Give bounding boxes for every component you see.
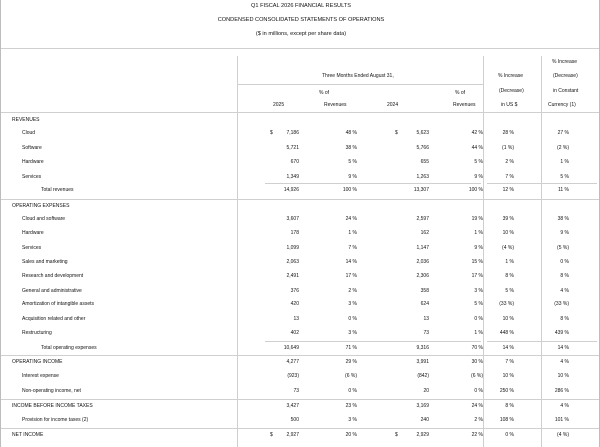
pct-revenues-2025: 38 % (345, 145, 357, 151)
table-row (1, 142, 599, 155)
change-constant-currency: 14 % (557, 345, 569, 351)
row-label: Hardware (22, 159, 44, 165)
value-2024: 162 (420, 230, 429, 236)
pct-revenues-2024: 9 % (474, 245, 483, 251)
value-2025: 500 (290, 417, 299, 423)
table-row (1, 298, 599, 311)
change-constant-currency: 11 % (557, 187, 569, 193)
pct-revenues-2025: 48 % (345, 130, 357, 136)
value-2024: 655 (420, 159, 429, 165)
value-2024: 5,766 (416, 145, 429, 151)
pct-revenues-2024: 19 % (471, 216, 483, 222)
table-row (1, 227, 599, 240)
statement-title: Q1 FISCAL 2026 FINANCIAL RESULTS (251, 3, 351, 9)
change-usd: 250 % (499, 388, 514, 394)
change-usd: 108 % (499, 417, 514, 423)
change-usd: 10 % (502, 373, 514, 379)
header-rule (238, 84, 483, 85)
row-label: Cloud and software (22, 216, 66, 222)
currency-symbol-2025: $ (270, 432, 273, 438)
value-2024: 2,597 (416, 216, 429, 222)
change-constant-currency: 9 % (560, 230, 569, 236)
pct-revenues-2025: 3 % (348, 330, 357, 336)
value-2024: 13 (423, 316, 429, 322)
pct-revenues-2025: 7 % (348, 245, 357, 251)
value-2024: 240 (420, 417, 429, 423)
pct-revenues-2025: 17 % (345, 273, 357, 279)
table-row (1, 256, 599, 269)
pct-revenues-2025: 14 % (345, 259, 357, 265)
change-constant-currency: 4 % (560, 403, 569, 409)
row-label: Amortization of intangible assets (22, 301, 94, 307)
value-2024: 13,307 (413, 187, 429, 193)
value-2025: 1,349 (286, 174, 299, 180)
row-label: Services (22, 245, 42, 251)
row-label: OPERATING INCOME (12, 359, 63, 365)
table-row (1, 184, 599, 197)
revenues-label-2024: Revenues (453, 102, 476, 108)
change-constant-currency: 8 % (560, 316, 569, 322)
period-group-header: Three Months Ended August 31, (322, 73, 394, 79)
value-2025: 376 (290, 288, 299, 294)
change-constant-currency: (5 %) (557, 245, 569, 251)
pct-revenues-2024: 30 % (471, 359, 483, 365)
currency-symbol-2024: $ (395, 130, 398, 136)
change-constant-currency: 1 % (560, 159, 569, 165)
row-label: Non-operating income, net (22, 388, 81, 394)
value-2025: 402 (290, 330, 299, 336)
value-2025: 73 (293, 388, 299, 394)
value-2025: 4,277 (286, 359, 299, 365)
usd-change-header-line3: in US $ (501, 102, 518, 108)
row-label: REVENUES (12, 117, 40, 123)
pct-revenues-2024: 0 % (474, 388, 483, 394)
pct-revenues-2024: 0 % (474, 316, 483, 322)
table-row (1, 342, 599, 355)
statement-units-note: ($ in millions, except per share data) (255, 31, 347, 37)
table-row (1, 114, 599, 127)
pct-of-label-2025: % of (319, 90, 330, 96)
value-2025: (923) (287, 373, 299, 379)
row-label: Total revenues (41, 187, 74, 193)
change-constant-currency: 439 % (554, 330, 569, 336)
table-row (1, 429, 599, 442)
usd-change-header-line1: % Increase (498, 73, 524, 79)
header-bottom-rule (1, 112, 599, 113)
change-constant-currency: (33 %) (554, 301, 569, 307)
row-label: Acquisition related and other (22, 316, 86, 322)
pct-revenues-2024: 22 % (471, 432, 483, 438)
row-label: General and administrative (22, 288, 82, 294)
change-constant-currency: 5 % (560, 174, 569, 180)
year-2025-header: 2025 (273, 102, 285, 108)
change-usd: 8 % (505, 273, 514, 279)
cc-change-header-line3: in Constant (553, 88, 579, 94)
pct-revenues-2024: 1 % (474, 230, 483, 236)
value-2024: 9,316 (416, 345, 429, 351)
value-2025: 14,926 (283, 187, 299, 193)
table-row (1, 313, 599, 326)
table-row (1, 213, 599, 226)
row-label: Restructuring (22, 330, 52, 336)
pct-revenues-2025: 100 % (342, 187, 357, 193)
pct-revenues-2024: 44 % (471, 145, 483, 151)
change-constant-currency: (2 %) (557, 145, 569, 151)
change-usd: 10 % (502, 316, 514, 322)
pct-revenues-2024: 5 % (474, 159, 483, 165)
value-2025: 2,063 (286, 259, 299, 265)
value-2025: 2,927 (286, 432, 299, 438)
title-divider (1, 48, 599, 49)
change-usd: 39 % (502, 216, 514, 222)
value-2024: 5,623 (416, 130, 429, 136)
value-2024: 20 (423, 388, 429, 394)
change-usd: 7 % (505, 174, 514, 180)
pct-revenues-2025: 1 % (348, 230, 357, 236)
row-label: Research and development (22, 273, 84, 279)
currency-symbol-2024: $ (395, 432, 398, 438)
pct-revenues-2024: 5 % (474, 301, 483, 307)
statement-subtitle: CONDENSED CONSOLIDATED STATEMENTS OF OPERATIONS (217, 17, 385, 23)
pct-revenues-2025: 3 % (348, 301, 357, 307)
change-constant-currency: 4 % (560, 359, 569, 365)
change-usd: 1 % (505, 259, 514, 265)
usd-change-header-line2: (Decrease) (499, 88, 524, 94)
cc-change-header-line4: Currency (1) (548, 102, 576, 108)
pct-revenues-2025: 5 % (348, 159, 357, 165)
row-label: Provision for income taxes (2) (22, 417, 89, 423)
pct-revenues-2024: 1 % (474, 330, 483, 336)
change-usd: (1 %) (502, 145, 514, 151)
change-constant-currency: 286 % (554, 388, 569, 394)
value-2025: 1,099 (286, 245, 299, 251)
pct-revenues-2024: 9 % (474, 174, 483, 180)
pct-revenues-2025: 0 % (348, 388, 357, 394)
table-row (1, 370, 599, 383)
value-2024: 2,929 (416, 432, 429, 438)
pct-revenues-2025: 71 % (345, 345, 357, 351)
table-row (1, 285, 599, 298)
pct-revenues-2024: 3 % (474, 288, 483, 294)
row-label: Cloud (22, 130, 36, 136)
row-label: Hardware (22, 230, 44, 236)
cc-change-header-line2: (Decrease) (553, 73, 578, 79)
pct-of-label-2024: % of (455, 90, 466, 96)
value-2025: 3,607 (286, 216, 299, 222)
row-label: NET INCOME (12, 432, 44, 438)
table-row (1, 156, 599, 169)
value-2024: (842) (417, 373, 429, 379)
row-label: OPERATING EXPENSES (12, 203, 70, 209)
value-2025: 2,491 (286, 273, 299, 279)
value-2025: 7,186 (286, 130, 299, 136)
change-constant-currency: 38 % (557, 216, 569, 222)
pct-revenues-2024: 15 % (471, 259, 483, 265)
pct-revenues-2024: 42 % (471, 130, 483, 136)
value-2024: 2,306 (416, 273, 429, 279)
value-2024: 3,169 (416, 403, 429, 409)
value-2025: 420 (290, 301, 299, 307)
cc-change-header-line1: % Increase (552, 59, 578, 65)
table-row (1, 242, 599, 255)
change-usd: 14 % (502, 345, 514, 351)
pct-revenues-2025: 9 % (348, 174, 357, 180)
table-row (1, 385, 599, 398)
change-usd: 448 % (499, 330, 514, 336)
row-label: Interest expense (22, 373, 59, 379)
pct-revenues-2025: (6 %) (345, 373, 357, 379)
pct-revenues-2025: 20 % (345, 432, 357, 438)
change-usd: (4 %) (502, 245, 514, 251)
pct-revenues-2024: 24 % (471, 403, 483, 409)
revenues-label-2025: Revenues (324, 102, 347, 108)
pct-revenues-2025: 2 % (348, 288, 357, 294)
table-row (1, 414, 599, 427)
change-usd: (33 %) (499, 301, 514, 307)
change-usd: 7 % (505, 359, 514, 365)
value-2024: 3,991 (416, 359, 429, 365)
change-constant-currency: (4 %) (557, 432, 569, 438)
value-2024: 1,263 (416, 174, 429, 180)
pct-revenues-2025: 0 % (348, 316, 357, 322)
value-2024: 624 (420, 301, 429, 307)
year-2024-header: 2024 (387, 102, 399, 108)
table-row (1, 270, 599, 283)
table-row (1, 127, 599, 140)
value-2025: 178 (290, 230, 299, 236)
change-usd: 10 % (502, 230, 514, 236)
pct-revenues-2024: 2 % (474, 417, 483, 423)
pct-revenues-2025: 24 % (345, 216, 357, 222)
value-2024: 1,147 (416, 245, 429, 251)
change-constant-currency: 101 % (554, 417, 569, 423)
row-label: Software (22, 145, 42, 151)
value-2024: 2,036 (416, 259, 429, 265)
change-usd: 28 % (502, 130, 514, 136)
pct-revenues-2025: 29 % (345, 359, 357, 365)
row-label: Services (22, 174, 42, 180)
pct-revenues-2024: 70 % (471, 345, 483, 351)
table-row (1, 400, 599, 413)
pct-revenues-2024: 17 % (471, 273, 483, 279)
value-2025: 670 (290, 159, 299, 165)
value-2025: 10,649 (283, 345, 299, 351)
currency-symbol-2025: $ (270, 130, 273, 136)
change-usd: 8 % (505, 403, 514, 409)
value-2025: 5,721 (286, 145, 299, 151)
change-constant-currency: 10 % (557, 373, 569, 379)
change-usd: 5 % (505, 288, 514, 294)
change-usd: 12 % (502, 187, 514, 193)
value-2025: 13 (293, 316, 299, 322)
value-2024: 358 (420, 288, 429, 294)
row-label: Sales and marketing (22, 259, 68, 265)
row-label: Total operating expenses (41, 345, 97, 351)
value-2025: 3,427 (286, 403, 299, 409)
table-row (1, 356, 599, 369)
row-label: INCOME BEFORE INCOME TAXES (12, 403, 93, 409)
table-row (1, 327, 599, 340)
value-2024: 73 (423, 330, 429, 336)
change-usd: 0 % (505, 432, 514, 438)
pct-revenues-2025: 3 % (348, 417, 357, 423)
pct-revenues-2025: 23 % (345, 403, 357, 409)
change-constant-currency: 0 % (560, 259, 569, 265)
change-usd: 2 % (505, 159, 514, 165)
table-row (1, 200, 599, 213)
pct-revenues-2024: 100 % (468, 187, 483, 193)
change-constant-currency: 8 % (560, 273, 569, 279)
change-constant-currency: 4 % (560, 288, 569, 294)
change-constant-currency: 27 % (557, 130, 569, 136)
pct-revenues-2024: (6 %) (471, 373, 483, 379)
